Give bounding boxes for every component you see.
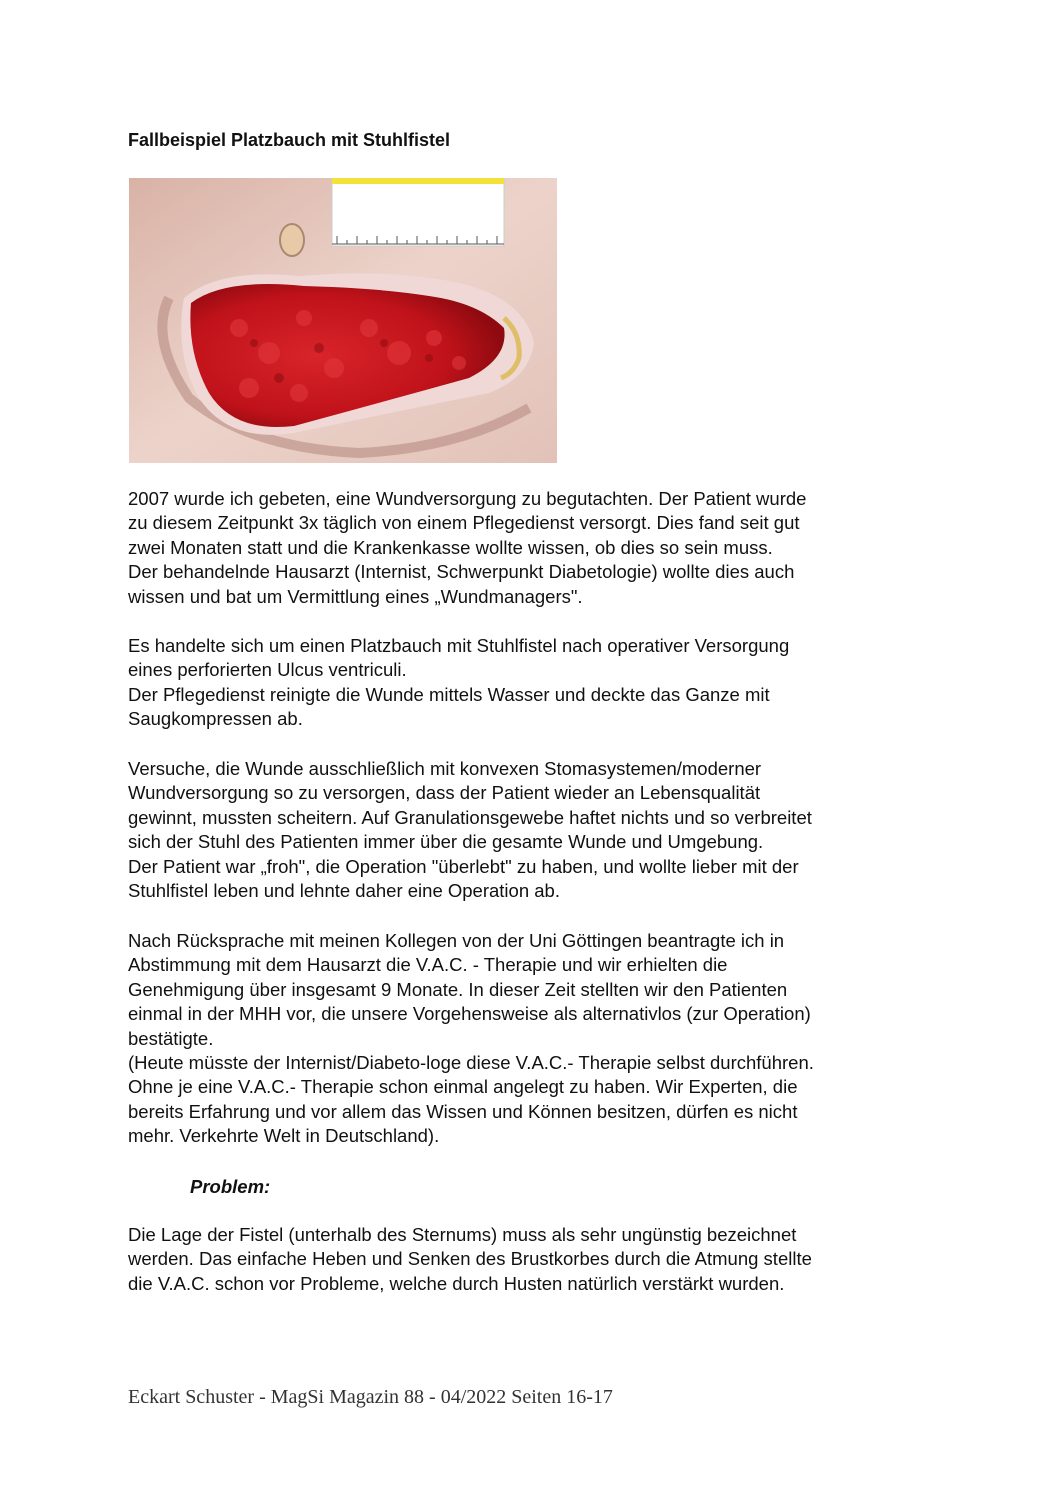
paragraph-line: Genehmigung über insgesamt 9 Monate. In dieser Zeit stellten wir den Patienten xyxy=(128,978,788,1000)
paragraph-line: mehr. Verkehrte Welt in Deutschland). xyxy=(128,1125,440,1147)
paragraph-line: gewinnt, mussten scheitern. Auf Granulationsgewebe haftet nichts und so verbreitet xyxy=(128,806,812,828)
paragraph-line: Es handelte sich um einen Platzbauch mit Stuhlfistel nach operativer Versorgung xyxy=(128,635,790,656)
paragraph-4 xyxy=(128,929,938,1149)
paragraph-line: Saugkompressen ab. xyxy=(128,708,303,730)
paragraph-line: zwei Monaten statt und die Krankenkasse wollte wissen, ob dies so sein muss. xyxy=(128,536,773,558)
paragraph-line: (Heute müsste der Internist/Diabeto-loge diese V.A.C.- Therapie selbst durchführen. xyxy=(128,1052,814,1074)
paragraph-line: Wundversorgung so zu versorgen, dass der Patient wieder an Lebensqualität xyxy=(128,782,761,804)
problem-heading: Problem: xyxy=(190,1176,271,1197)
paragraph-line: die V.A.C. schon vor Probleme, welche durch Husten natürlich verstärkt wurden. xyxy=(128,1272,785,1294)
paragraph-line: wissen und bat um Vermittlung eines „Wundmanagers". xyxy=(128,585,583,607)
paragraph-line: Der Pflegedienst reinigte die Wunde mittels Wasser und deckte das Ganze mit xyxy=(128,683,770,705)
paragraph-2 xyxy=(128,634,938,732)
paragraph-line: Abstimmung mit dem Hausarzt die V.A.C. - Therapie und wir erhielten die xyxy=(128,954,728,976)
paragraph-line: Versuche, die Wunde ausschließlich mit konvexen Stomasystemen/moderner xyxy=(128,758,762,779)
paragraph-line: Ohne je eine V.A.C.- Therapie schon einmal angelegt zu haben. Wir Experten, die xyxy=(128,1076,798,1098)
paragraph-line: Die Lage der Fistel (unterhalb des Sternums) muss als sehr ungünstig bezeichnet xyxy=(128,1224,797,1245)
page-footer: Eckart Schuster - MagSi Magazin 88 - 04/2022 Seiten 16-17 xyxy=(128,1386,613,1408)
paragraph-line: Der behandelnde Hausarzt (Internist, Schwerpunkt Diabetologie) wollte dies auch xyxy=(128,561,795,583)
wound-photo xyxy=(129,178,557,463)
paragraph-line: bestätigte. xyxy=(128,1027,214,1049)
paragraph-line: Der Patient war „froh", die Operation "überlebt" zu haben, und wollte lieber mit der xyxy=(128,855,799,877)
problem-paragraph xyxy=(128,1223,938,1296)
paragraph-line: einmal in der MHH vor, die unsere Vorgehensweise als alternativlos (zur Operation) xyxy=(128,1003,811,1025)
paragraph-line: eines perforierten Ulcus ventriculi. xyxy=(128,659,407,681)
paragraph-line: werden. Das einfache Heben und Senken des Brustkorbes durch die Atmung stellte xyxy=(128,1248,812,1270)
paragraph-line: 2007 wurde ich gebeten, eine Wundversorgung zu begutachten. Der Patient wurde xyxy=(128,488,807,509)
wound-photo-image xyxy=(129,178,557,463)
paragraph-line: Stuhlfistel leben und lehnte daher eine Operation ab. xyxy=(128,880,560,902)
paragraph-3 xyxy=(128,757,938,903)
paragraph-1 xyxy=(128,487,938,609)
paragraph-line: bereits Erfahrung und vor allem das Wissen und Können besitzen, dürfen es nicht xyxy=(128,1100,798,1122)
paragraph-line: Nach Rücksprache mit meinen Kollegen von der Uni Göttingen beantragte ich in xyxy=(128,930,785,951)
page-title: Fallbeispiel Platzbauch mit Stuhlfistel xyxy=(128,130,451,150)
paragraph-line: sich der Stuhl des Patienten immer über die gesamte Wunde und Umgebung. xyxy=(128,831,764,853)
paragraph-line: zu diesem Zeitpunkt 3x täglich von einem Pflegedienst versorgt. Dies fand seit gut xyxy=(128,512,800,534)
